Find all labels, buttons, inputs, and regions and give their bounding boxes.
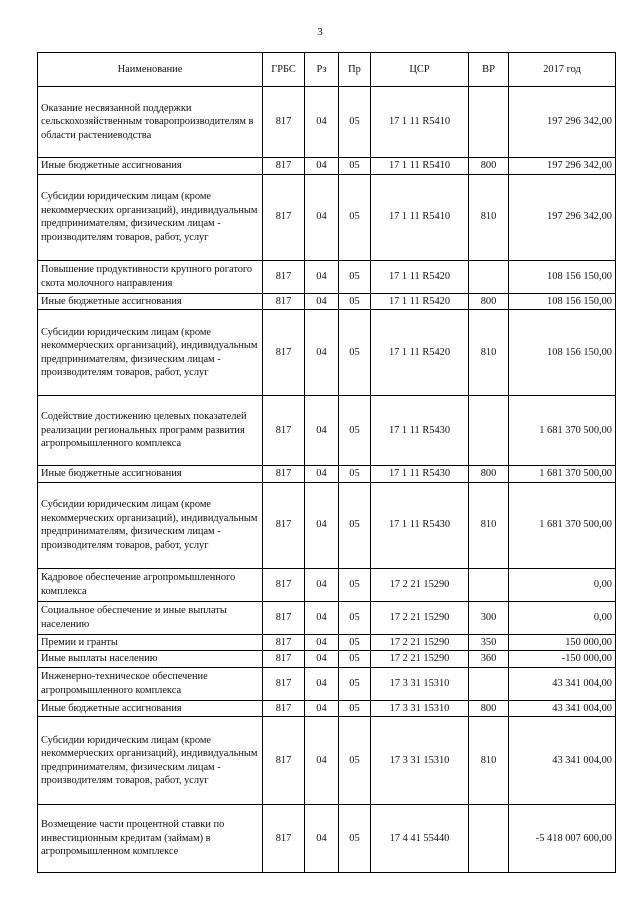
cell-name: Кадровое обеспечение агропромышленного комплекса (38, 568, 263, 601)
cell-pr: 05 (339, 568, 371, 601)
table-row (38, 293, 616, 310)
table-row (38, 700, 616, 717)
cell-name: Иные бюджетные ассигнования (38, 158, 263, 175)
cell-rz: 04 (305, 601, 339, 634)
cell-grbs: 817 (263, 466, 305, 483)
table-row (38, 310, 616, 396)
cell-pr: 05 (339, 717, 371, 805)
cell-name: Иные бюджетные ассигнования (38, 293, 263, 310)
cell-amount: 197 296 342,00 (509, 158, 616, 175)
table-row (38, 466, 616, 483)
cell-grbs: 817 (263, 396, 305, 466)
cell-grbs: 817 (263, 805, 305, 873)
cell-amount: 108 156 150,00 (509, 293, 616, 310)
cell-name: Субсидии юридическим лицам (кроме некоммерческих организаций), индивидуальным предпринимателям, физическим лицам - производителям товаров, работ, услуг (38, 174, 263, 260)
cell-pr: 05 (339, 466, 371, 483)
cell-rz: 04 (305, 568, 339, 601)
cell-vr: 360 (469, 651, 509, 668)
cell-pr: 05 (339, 87, 371, 158)
cell-csr: 17 3 31 15310 (371, 700, 469, 717)
cell-pr: 05 (339, 482, 371, 568)
table-row (38, 396, 616, 466)
cell-grbs: 817 (263, 667, 305, 700)
cell-amount: 1 681 370 500,00 (509, 466, 616, 483)
cell-pr: 05 (339, 651, 371, 668)
cell-name: Инженерно-техническое обеспечение агропромышленного комплекса (38, 667, 263, 700)
cell-rz: 04 (305, 466, 339, 483)
cell-csr: 17 1 11 R5420 (371, 260, 469, 293)
cell-csr: 17 1 11 R5430 (371, 482, 469, 568)
cell-csr: 17 1 11 R5420 (371, 293, 469, 310)
cell-vr (469, 260, 509, 293)
cell-amount: 1 681 370 500,00 (509, 396, 616, 466)
cell-name: Иные бюджетные ассигнования (38, 466, 263, 483)
cell-amount: 1 681 370 500,00 (509, 482, 616, 568)
table-body (38, 87, 616, 873)
cell-amount: 108 156 150,00 (509, 260, 616, 293)
cell-pr: 05 (339, 667, 371, 700)
header-vr: ВР (469, 53, 509, 87)
cell-csr: 17 4 41 55440 (371, 805, 469, 873)
cell-pr: 05 (339, 601, 371, 634)
header-pr: Пр (339, 53, 371, 87)
table-row (38, 482, 616, 568)
header-rz: Рз (305, 53, 339, 87)
cell-vr: 810 (469, 174, 509, 260)
cell-csr: 17 2 21 15290 (371, 651, 469, 668)
cell-amount: -5 418 007 600,00 (509, 805, 616, 873)
cell-name: Оказание несвязанной поддержки сельскохозяйственным товаропроизводителям в области растениеводства (38, 87, 263, 158)
cell-amount: 43 341 004,00 (509, 717, 616, 805)
cell-name: Иные бюджетные ассигнования (38, 700, 263, 717)
cell-grbs: 817 (263, 174, 305, 260)
cell-csr: 17 2 21 15290 (371, 601, 469, 634)
cell-vr (469, 568, 509, 601)
cell-rz: 04 (305, 174, 339, 260)
cell-grbs: 817 (263, 717, 305, 805)
cell-grbs: 817 (263, 700, 305, 717)
cell-rz: 04 (305, 651, 339, 668)
cell-rz: 04 (305, 396, 339, 466)
cell-rz: 04 (305, 482, 339, 568)
cell-name: Социальное обеспечение и иные выплаты населению (38, 601, 263, 634)
cell-amount: 0,00 (509, 568, 616, 601)
cell-pr: 05 (339, 396, 371, 466)
cell-vr: 800 (469, 158, 509, 175)
cell-rz: 04 (305, 667, 339, 700)
cell-vr (469, 667, 509, 700)
cell-pr: 05 (339, 634, 371, 651)
cell-grbs: 817 (263, 158, 305, 175)
cell-grbs: 817 (263, 482, 305, 568)
cell-vr: 800 (469, 466, 509, 483)
cell-rz: 04 (305, 634, 339, 651)
cell-csr: 17 3 31 15310 (371, 667, 469, 700)
cell-name: Содействие достижению целевых показателей реализации региональных программ развития агропромышленного комплекса (38, 396, 263, 466)
cell-amount: 43 341 004,00 (509, 700, 616, 717)
table-row (38, 717, 616, 805)
cell-vr: 350 (469, 634, 509, 651)
cell-amount: -150 000,00 (509, 651, 616, 668)
cell-pr: 05 (339, 805, 371, 873)
cell-grbs: 817 (263, 651, 305, 668)
cell-csr: 17 1 11 R5430 (371, 466, 469, 483)
cell-amount: 108 156 150,00 (509, 310, 616, 396)
cell-rz: 04 (305, 717, 339, 805)
cell-csr: 17 3 31 15310 (371, 717, 469, 805)
header-amount: 2017 год (509, 53, 616, 87)
table-row (38, 667, 616, 700)
table-header-row (38, 53, 616, 87)
cell-grbs: 817 (263, 634, 305, 651)
page-number: 3 (317, 26, 323, 38)
cell-csr: 17 2 21 15290 (371, 568, 469, 601)
table-row (38, 87, 616, 158)
cell-rz: 04 (305, 260, 339, 293)
cell-vr: 810 (469, 310, 509, 396)
table-row (38, 174, 616, 260)
cell-name: Субсидии юридическим лицам (кроме некоммерческих организаций), индивидуальным предпринимателям, физическим лицам - производителям товаров, работ, услуг (38, 310, 263, 396)
cell-grbs: 817 (263, 568, 305, 601)
cell-name: Субсидии юридическим лицам (кроме некоммерческих организаций), индивидуальным предпринимателям, физическим лицам - производителям товаров, работ, услуг (38, 717, 263, 805)
cell-name: Возмещение части процентной ставки по инвестиционным кредитам (займам) в агропромышленном комплексе (38, 805, 263, 873)
cell-csr: 17 1 11 R5420 (371, 310, 469, 396)
cell-csr: 17 1 11 R5410 (371, 174, 469, 260)
table-row (38, 651, 616, 668)
cell-vr (469, 87, 509, 158)
cell-grbs: 817 (263, 260, 305, 293)
cell-rz: 04 (305, 87, 339, 158)
cell-grbs: 817 (263, 293, 305, 310)
cell-rz: 04 (305, 310, 339, 396)
table-row (38, 805, 616, 873)
cell-amount: 150 000,00 (509, 634, 616, 651)
cell-pr: 05 (339, 260, 371, 293)
cell-amount: 197 296 342,00 (509, 174, 616, 260)
cell-amount: 0,00 (509, 601, 616, 634)
table-row (38, 568, 616, 601)
cell-rz: 04 (305, 158, 339, 175)
cell-name: Повышение продуктивности крупного рогатого скота молочного направления (38, 260, 263, 293)
cell-amount: 197 296 342,00 (509, 87, 616, 158)
table-row (38, 601, 616, 634)
cell-vr (469, 396, 509, 466)
cell-rz: 04 (305, 805, 339, 873)
cell-amount: 43 341 004,00 (509, 667, 616, 700)
cell-rz: 04 (305, 293, 339, 310)
budget-table (37, 52, 616, 873)
cell-pr: 05 (339, 293, 371, 310)
table-row (38, 260, 616, 293)
table-row (38, 158, 616, 175)
cell-grbs: 817 (263, 310, 305, 396)
header-name: Наименование (38, 53, 263, 87)
cell-vr (469, 805, 509, 873)
cell-pr: 05 (339, 174, 371, 260)
cell-pr: 05 (339, 700, 371, 717)
cell-vr: 800 (469, 700, 509, 717)
cell-vr: 810 (469, 717, 509, 805)
cell-vr: 810 (469, 482, 509, 568)
cell-csr: 17 2 21 15290 (371, 634, 469, 651)
cell-name: Премии и гранты (38, 634, 263, 651)
cell-pr: 05 (339, 310, 371, 396)
cell-vr: 800 (469, 293, 509, 310)
header-csr: ЦСР (371, 53, 469, 87)
cell-grbs: 817 (263, 87, 305, 158)
cell-pr: 05 (339, 158, 371, 175)
cell-rz: 04 (305, 700, 339, 717)
cell-csr: 17 1 11 R5430 (371, 396, 469, 466)
cell-grbs: 817 (263, 601, 305, 634)
cell-name: Иные выплаты населению (38, 651, 263, 668)
cell-vr: 300 (469, 601, 509, 634)
table-row (38, 634, 616, 651)
cell-csr: 17 1 11 R5410 (371, 158, 469, 175)
header-grbs: ГРБС (263, 53, 305, 87)
cell-csr: 17 1 11 R5410 (371, 87, 469, 158)
cell-name: Субсидии юридическим лицам (кроме некоммерческих организаций), индивидуальным предпринимателям, физическим лицам - производителям товаров, работ, услуг (38, 482, 263, 568)
